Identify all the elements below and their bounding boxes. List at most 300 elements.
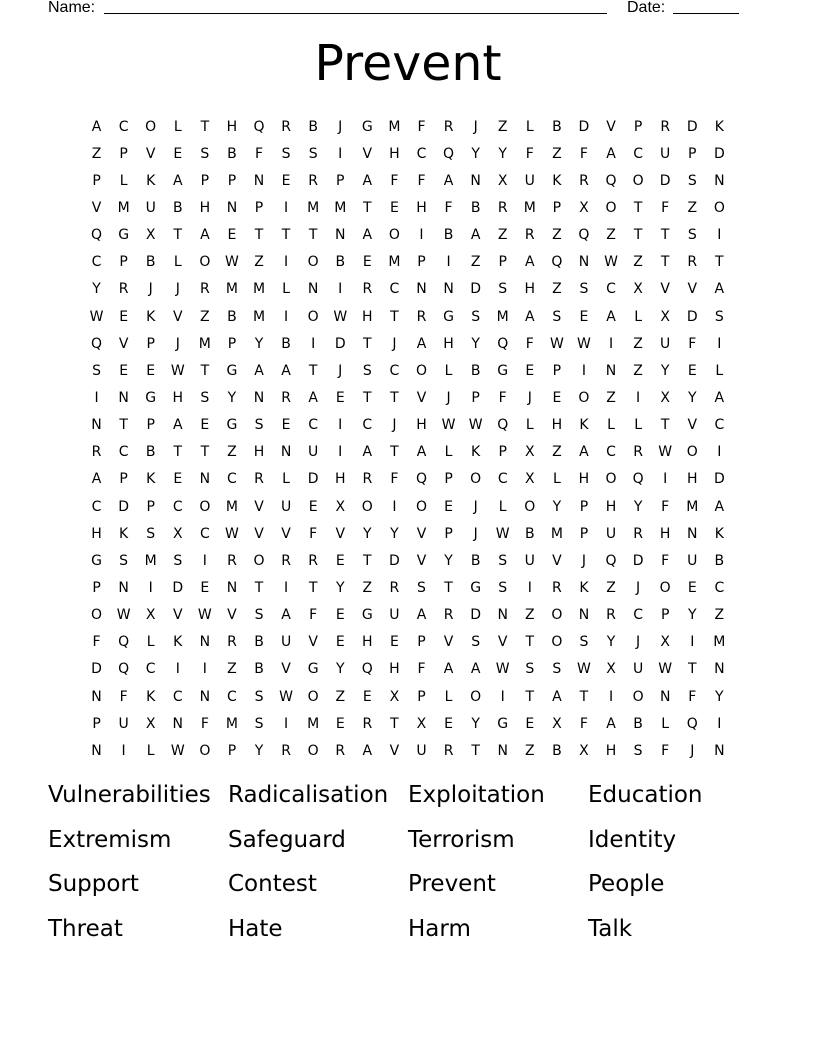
grid-letter: M (496, 308, 509, 325)
grid-letter: U (389, 607, 400, 624)
grid-letter: Y (335, 579, 345, 596)
grid-letter: J (473, 525, 478, 542)
grid-letter: X (335, 498, 346, 515)
grid-letter: D (632, 552, 644, 569)
grid-letter: I (148, 579, 153, 596)
grid-letter: N (280, 444, 292, 461)
grid-letter: T (308, 227, 318, 244)
grid-letter: H (253, 444, 265, 461)
grid-row (83, 194, 733, 221)
grid-letter: C (633, 607, 643, 624)
grid-letter: S (579, 634, 589, 651)
grid-row (83, 466, 733, 493)
grid-letter: F (92, 634, 101, 651)
grid-letter: N (605, 362, 617, 379)
name-blank-line (104, 13, 607, 14)
grid-letter: P (146, 417, 155, 434)
grid-letter: N (659, 688, 671, 705)
grid-letter: O (361, 498, 373, 515)
grid-letter: C (118, 118, 129, 135)
grid-letter: P (579, 498, 589, 515)
grid-letter: P (92, 172, 101, 189)
grid-letter: N (470, 172, 481, 189)
grid-letter: W (658, 444, 673, 461)
grid-letter: E (362, 254, 372, 271)
grid-letter: U (660, 335, 671, 352)
grid-letter: X (389, 688, 400, 705)
grid-letter: V (227, 607, 237, 624)
word-list-item: Prevent (408, 871, 496, 897)
grid-letter: A (606, 715, 616, 732)
grid-letter: W (197, 607, 212, 624)
grid-letter: W (577, 335, 591, 352)
grid-letter: S (308, 145, 318, 162)
grid-letter: D (91, 661, 102, 678)
grid-letter: S (552, 661, 562, 678)
grid-letter: Q (497, 417, 509, 434)
grid-letter: X (552, 715, 562, 732)
grid-letter: S (687, 227, 697, 244)
grid-letter: Z (227, 661, 237, 678)
grid-letter: J (581, 552, 587, 569)
grid-letter: F (119, 688, 128, 705)
grid-letter: O (91, 607, 103, 624)
grid-row (83, 249, 733, 276)
grid-letter: G (497, 362, 509, 379)
grid-letter: I (94, 389, 99, 406)
grid-letter: R (362, 715, 373, 732)
grid-letter: F (579, 145, 588, 162)
grid-letter: S (254, 688, 264, 705)
grid-letter: L (146, 742, 155, 759)
grid-letter: I (338, 444, 343, 461)
grid-letter: V (660, 281, 670, 298)
grid-letter: Q (118, 661, 130, 678)
grid-letter: E (335, 634, 345, 651)
grid-letter: W (549, 335, 564, 352)
grid-letter: I (608, 335, 614, 352)
grid-letter: F (417, 172, 426, 189)
grid-letter: R (362, 281, 373, 298)
grid-letter: Q (91, 227, 103, 244)
grid-letter: Z (470, 254, 481, 271)
grid-letter: O (578, 389, 590, 406)
grid-letter: Z (633, 362, 643, 379)
grid-letter: H (362, 634, 373, 651)
grid-letter: O (415, 362, 427, 379)
grid-letter: H (443, 335, 454, 352)
grid-letter: I (419, 227, 424, 244)
grid-letter: C (497, 471, 508, 488)
grid-row (83, 140, 733, 167)
grid-letter: Z (606, 389, 616, 406)
date-label: Date: (627, 0, 666, 16)
grid-letter: G (361, 607, 373, 624)
grid-letter: I (202, 661, 207, 678)
grid-letter: C (145, 661, 156, 678)
grid-letter: T (633, 199, 643, 216)
grid-letter: Y (687, 389, 697, 406)
grid-letter: X (145, 607, 156, 624)
grid-letter: V (172, 308, 183, 325)
grid-row (83, 357, 733, 384)
name-label: Name: (48, 0, 96, 16)
grid-letter: X (660, 308, 670, 325)
grid-letter: M (713, 634, 726, 651)
grid-letter: N (416, 281, 427, 298)
grid-letter: K (146, 172, 156, 189)
grid-letter: Z (335, 688, 346, 705)
grid-letter: V (416, 525, 427, 542)
grid-letter: S (92, 362, 101, 379)
grid-letter: B (714, 552, 725, 569)
grid-letter: V (91, 199, 102, 216)
word-list-item: Safeguard (228, 826, 346, 853)
grid-letter: O (605, 199, 617, 216)
grid-letter: I (500, 688, 505, 705)
grid-letter: I (636, 389, 641, 406)
grid-letter: D (172, 579, 184, 596)
grid-letter: L (119, 172, 128, 189)
grid-letter: V (687, 417, 698, 434)
grid-letter: Z (497, 227, 508, 244)
grid-letter: M (388, 254, 401, 271)
grid-letter: R (91, 444, 102, 461)
grid-letter: K (714, 525, 724, 542)
grid-letter: P (227, 335, 237, 352)
grid-letter: I (717, 444, 722, 461)
grid-letter: Z (362, 579, 373, 596)
grid-letter: V (687, 281, 698, 298)
grid-letter: C (308, 417, 319, 434)
grid-letter: E (525, 362, 535, 379)
grid-letter: O (524, 498, 536, 515)
grid-letter: G (226, 362, 238, 379)
grid-letter: M (686, 498, 699, 515)
grid-letter: I (284, 579, 289, 596)
grid-letter: W (495, 525, 510, 542)
grid-letter: P (227, 172, 237, 189)
grid-letter: Z (552, 227, 562, 244)
grid-letter: D (118, 498, 129, 515)
grid-letter: K (471, 444, 481, 461)
grid-letter: Y (227, 389, 237, 406)
grid-letter: Y (335, 661, 345, 678)
word-list-item: Identity (588, 826, 677, 853)
grid-letter: P (471, 389, 480, 406)
grid-letter: A (552, 688, 562, 705)
grid-letter: M (225, 498, 238, 515)
grid-letter: S (552, 308, 562, 325)
grid-letter: O (307, 308, 319, 325)
grid-letter: S (471, 634, 481, 651)
grid-row (83, 384, 733, 411)
grid-letter: I (581, 362, 587, 379)
grid-letter: P (633, 118, 643, 135)
grid-letter: N (118, 389, 129, 406)
grid-letter: Q (118, 634, 130, 651)
grid-letter: A (362, 444, 373, 461)
grid-letter: U (280, 634, 292, 651)
grid-letter: C (633, 145, 643, 162)
grid-letter: I (284, 199, 289, 216)
grid-letter: I (175, 661, 180, 678)
grid-letter: S (498, 281, 508, 298)
grid-letter: P (444, 525, 453, 542)
grid-letter: E (335, 715, 345, 732)
word-list-item: Harm (408, 915, 471, 942)
grid-letter: Y (687, 607, 697, 624)
grid-letter: I (121, 742, 126, 759)
grid-letter: L (498, 498, 507, 515)
grid-letter: S (119, 552, 129, 569)
grid-letter: Z (254, 254, 264, 271)
grid-letter: J (690, 742, 695, 759)
grid-letter: T (173, 227, 183, 244)
grid-letter: C (118, 444, 129, 461)
grid-letter: K (146, 471, 156, 488)
grid-letter: V (281, 525, 291, 542)
grid-letter: B (145, 444, 156, 461)
grid-letter: X (145, 715, 156, 732)
grid-letter: T (308, 579, 318, 596)
grid-letter: I (284, 254, 289, 271)
grid-letter: U (687, 552, 698, 569)
grid-letter: D (389, 552, 400, 569)
grid-letter: B (470, 362, 481, 379)
grid-letter: T (715, 254, 724, 271)
word-list-item: Contest (228, 871, 317, 897)
grid-letter: Z (687, 199, 698, 216)
grid-letter: Q (361, 661, 373, 678)
grid-letter: G (226, 417, 238, 434)
grid-letter: A (362, 227, 373, 244)
grid-letter: P (417, 688, 426, 705)
grid-letter: T (633, 227, 643, 244)
grid-letter: A (470, 227, 481, 244)
grid-letter: Z (552, 281, 562, 298)
grid-letter: U (524, 172, 535, 189)
grid-letter: Z (714, 607, 725, 624)
grid-row (83, 574, 733, 601)
grid-letter: P (146, 498, 155, 515)
grid-letter: H (416, 199, 427, 216)
grid-letter: D (686, 118, 698, 135)
grid-letter: L (444, 444, 453, 461)
grid-letter: U (280, 498, 292, 515)
grid-row (83, 710, 733, 737)
grid-letter: G (361, 118, 373, 135)
grid-letter: B (335, 254, 346, 271)
grid-letter: R (281, 389, 291, 406)
grid-letter: O (605, 471, 617, 488)
grid-letter: V (145, 145, 156, 162)
grid-letter: S (579, 281, 589, 298)
grid-letter: R (552, 579, 562, 596)
grid-letter: M (523, 199, 536, 216)
grid-letter: T (363, 199, 372, 216)
grid-letter: O (388, 227, 400, 244)
grid-letter: C (227, 688, 237, 705)
grid-letter: U (145, 199, 156, 216)
grid-letter: Y (471, 145, 480, 162)
grid-letter: W (658, 661, 673, 678)
grid-letter: M (334, 199, 347, 216)
grid-letter: H (172, 389, 184, 406)
grid-letter: D (713, 471, 725, 488)
word-list-item: Talk (588, 915, 633, 942)
grid-letter: T (660, 227, 670, 244)
grid-letter: L (444, 688, 453, 705)
grid-letter: S (633, 742, 643, 759)
word-list-item: Radicalisation (228, 782, 389, 808)
grid-letter: O (415, 498, 427, 515)
grid-letter: A (606, 308, 616, 325)
grid-letter: A (281, 362, 291, 379)
grid-letter: R (281, 552, 291, 569)
grid-letter: O (307, 742, 319, 759)
grid-letter: P (417, 254, 426, 271)
grid-letter: V (281, 661, 291, 678)
grid-letter: I (690, 634, 695, 651)
grid-letter: J (636, 579, 641, 596)
grid-letter: T (363, 335, 372, 352)
grid-letter: P (498, 254, 507, 271)
grid-letter: Q (686, 715, 698, 732)
grid-letter: U (660, 145, 671, 162)
grid-letter: Y (254, 742, 264, 759)
grid-letter: R (227, 552, 237, 569)
grid-letter: Y (660, 362, 670, 379)
grid-letter: Y (552, 498, 562, 515)
grid-letter: F (661, 498, 670, 515)
grid-letter: J (338, 118, 343, 135)
grid-letter: V (606, 118, 616, 135)
grid-letter: Y (363, 525, 372, 542)
grid-letter: T (200, 362, 210, 379)
grid-row (83, 629, 733, 656)
grid-letter: P (146, 335, 155, 352)
grid-row (83, 276, 733, 303)
grid-letter: I (284, 715, 289, 732)
grid-letter: R (254, 471, 264, 488)
grid-letter: B (552, 118, 562, 135)
grid-letter: G (307, 661, 319, 678)
grid-row (83, 167, 733, 194)
grid-letter: I (338, 417, 343, 434)
grid-letter: S (525, 661, 535, 678)
grid-letter: Y (254, 335, 264, 352)
grid-letter: A (714, 389, 725, 406)
grid-letter: V (362, 145, 373, 162)
grid-letter: I (338, 281, 343, 298)
grid-letter: P (227, 742, 237, 759)
grid-letter: R (443, 118, 454, 135)
grid-letter: R (524, 227, 535, 244)
grid-letter: Q (253, 118, 265, 135)
grid-letter: V (172, 607, 183, 624)
grid-letter: T (254, 227, 264, 244)
grid-letter: E (389, 634, 399, 651)
grid-letter: F (309, 525, 318, 542)
grid-letter: C (91, 254, 102, 271)
grid-letter: A (91, 118, 102, 135)
word-list-item: Extremism (48, 826, 172, 853)
word-list-item: People (588, 871, 665, 897)
grid-letter: P (92, 715, 101, 732)
grid-letter: F (417, 661, 426, 678)
grid-letter: C (714, 417, 725, 434)
grid-letter: I (717, 335, 722, 352)
grid-row (83, 303, 733, 330)
grid-letter: N (199, 471, 211, 488)
grid-letter: R (118, 281, 129, 298)
grid-letter: F (579, 715, 588, 732)
grid-letter: N (714, 661, 725, 678)
word-list-item: Threat (48, 915, 123, 942)
grid-letter: T (390, 715, 399, 732)
grid-letter: N (578, 254, 590, 271)
grid-letter: N (307, 281, 319, 298)
grid-letter: E (525, 715, 535, 732)
grid-letter: R (606, 607, 616, 624)
grid-letter: I (338, 145, 343, 162)
grid-letter: B (254, 661, 264, 678)
grid-letter: B (552, 742, 562, 759)
grid-letter: N (118, 579, 129, 596)
grid-letter: U (632, 661, 644, 678)
grid-letter: N (335, 227, 346, 244)
grid-letter: A (172, 417, 183, 434)
grid-letter: W (577, 661, 591, 678)
grid-letter: E (444, 498, 453, 515)
grid-letter: T (200, 118, 210, 135)
grid-letter: C (362, 417, 373, 434)
grid-letter: G (497, 715, 509, 732)
grid-letter: C (91, 498, 102, 515)
grid-letter: Z (633, 335, 643, 352)
grid-row (83, 683, 733, 710)
grid-letter: Q (605, 552, 617, 569)
grid-letter: V (389, 742, 400, 759)
grid-letter: N (687, 525, 698, 542)
grid-letter: Z (91, 145, 102, 162)
grid-letter: H (605, 742, 617, 759)
grid-letter: B (470, 552, 481, 569)
grid-letter: P (552, 362, 562, 379)
grid-letter: J (338, 362, 343, 379)
grid-letter: T (660, 254, 670, 271)
grid-letter: K (714, 118, 724, 135)
grid-letter: C (227, 471, 237, 488)
grid-letter: S (200, 389, 210, 406)
grid-letter: S (200, 145, 210, 162)
grid-letter: E (389, 199, 399, 216)
word-list-item: Support (48, 871, 139, 897)
grid-letter: W (333, 308, 348, 325)
grid-letter: O (470, 688, 482, 705)
grid-letter: F (525, 335, 534, 352)
grid-letter: O (551, 607, 563, 624)
grid-letter: P (444, 471, 453, 488)
grid-letter: O (551, 634, 563, 651)
grid-letter: B (172, 199, 183, 216)
grid-letter: D (334, 335, 346, 352)
grid-letter: H (91, 525, 102, 542)
grid-letter: T (687, 661, 697, 678)
grid-letter: I (527, 579, 532, 596)
grid-letter: H (226, 118, 238, 135)
